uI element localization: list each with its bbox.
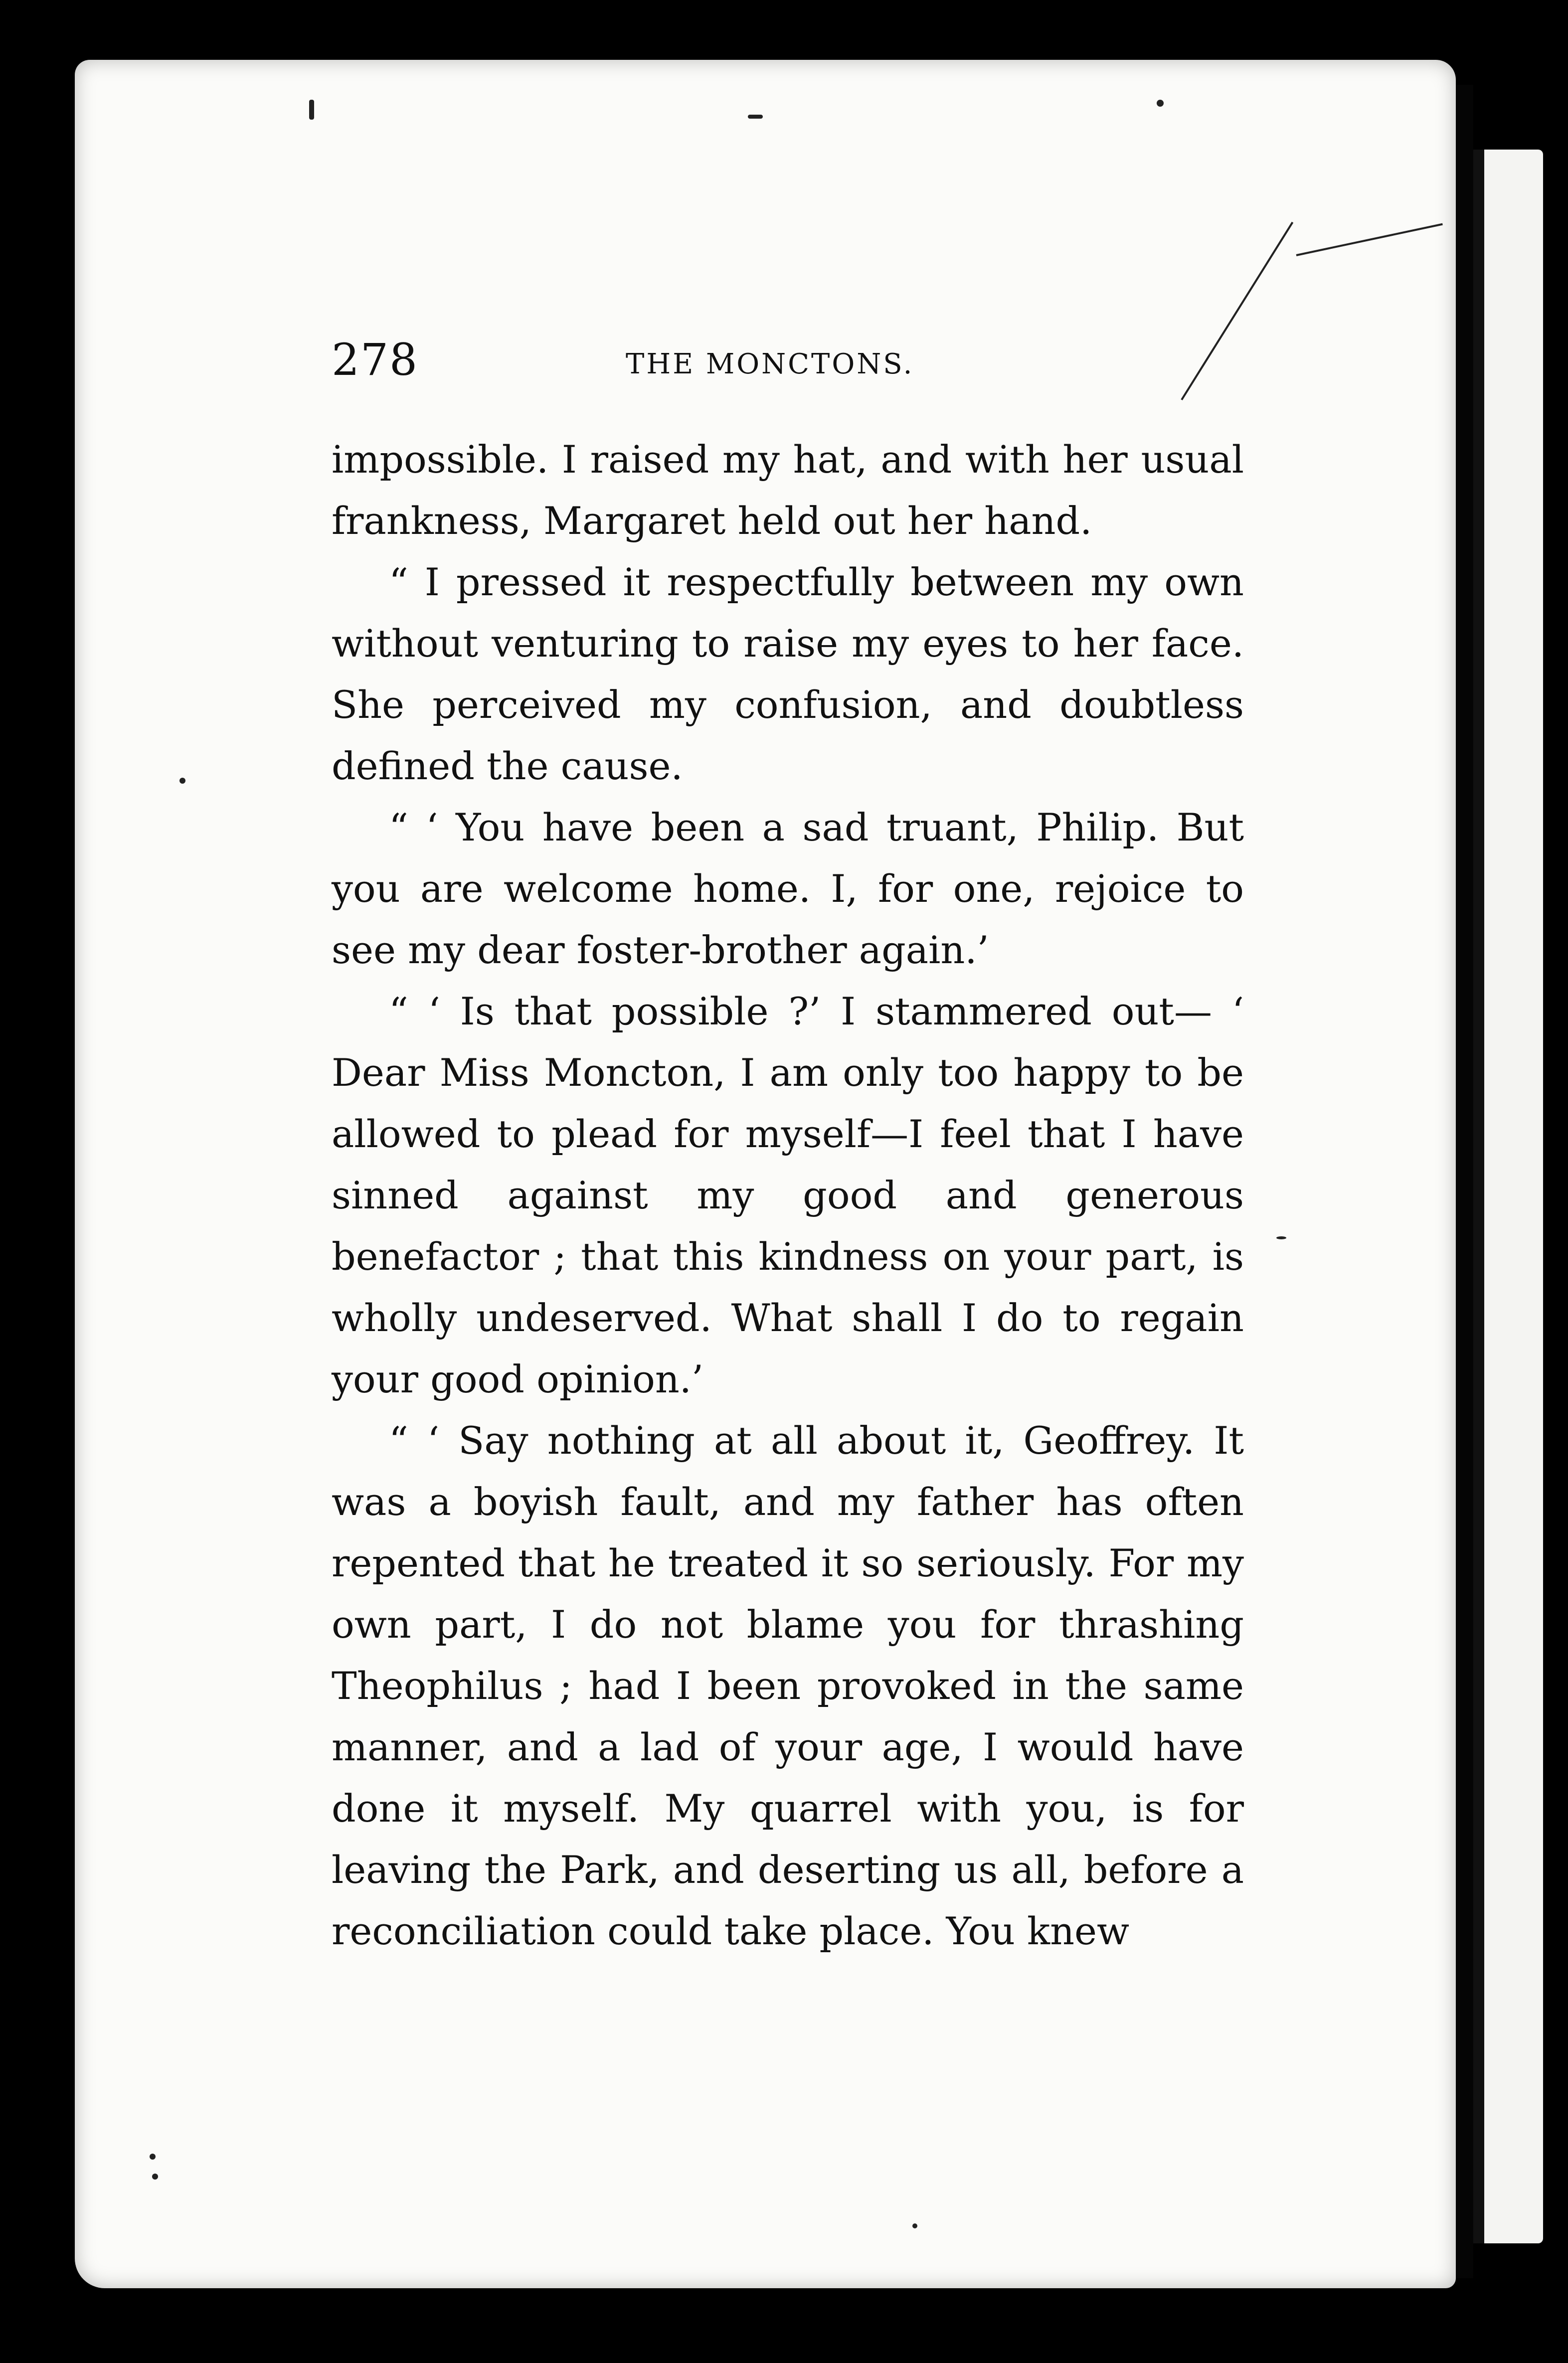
scan-speck: [1276, 1236, 1286, 1239]
scan-speck: [179, 778, 185, 784]
scan-speck: [912, 2223, 917, 2228]
scan-speck: [1157, 100, 1164, 107]
adjacent-page-edge: [1473, 150, 1543, 2243]
scan-speck: [309, 100, 314, 120]
paragraph: “ ‘ Is that possible ?’ I stammered out— ‘ Dear Miss Moncton, I am only too happy to be allowed to plead for myself—I feel that I have sinned against my good and generous benefactor ; that this kindness on your part, is wholly undeserved. What shall I do to regain your good opinion.’: [332, 989, 1244, 1401]
page-gutter-shadow: [1473, 150, 1484, 2243]
scan-speck: [150, 2154, 156, 2160]
scan-speck: [152, 2174, 158, 2180]
scan-speck: [748, 115, 763, 119]
page-number: 278: [332, 334, 418, 385]
running-head: THE MONCTONS.: [626, 348, 914, 380]
paragraph: “ ‘ You have been a sad truant, Philip. But you are welcome home. I, for one, rejoice to see my dear foster-brother again.’: [332, 805, 1244, 972]
body-text: [332, 429, 1244, 1962]
paragraph: “ I pressed it respectfully between my own without venturing to raise my eyes to her face. She perceived my confusion, and doubtless defined the cause.: [332, 560, 1244, 788]
paragraph: impossible. I raised my hat, and with her usual frankness, Margaret held out her hand.: [332, 437, 1244, 543]
paragraph: “ ‘ Say nothing at all about it, Geoffrey. It was a boyish fault, and my father has often repented that he treated it so seriously. For my own part, I do not blame you for thrashing Theophilus ; had I been provoked in the same manner, and a lad of your age, I would have done it myself. My quarrel with you, is for leaving the Park, and deserting us all, before a reconciliation could take place. You knew: [332, 1418, 1244, 1953]
page-header: [332, 334, 1259, 394]
